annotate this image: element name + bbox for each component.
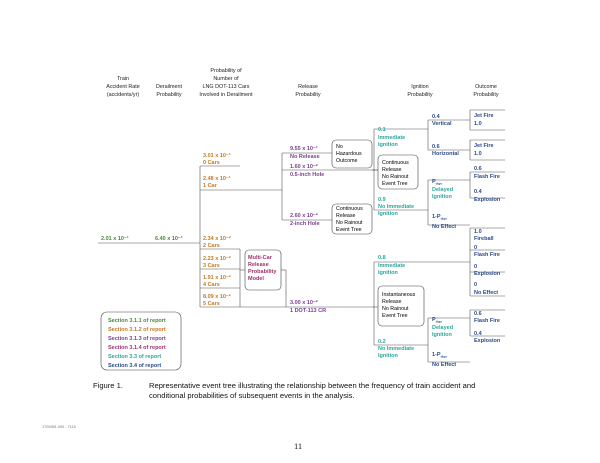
noeffect-lower2-label: No Effect: [432, 362, 457, 368]
flash-upper-label: Flash Fire: [474, 174, 500, 180]
header-cars-4: Involved in Derailment: [199, 92, 253, 98]
inst-line-1: Instantaneous: [382, 292, 416, 298]
release-label-0: No Release: [290, 154, 320, 160]
header-release-2: Probability: [295, 92, 321, 98]
release-label-3: 1 DOT-113 CR: [290, 308, 327, 314]
inst-line-2: Release: [382, 299, 402, 305]
flash-lower2-prob: 0.6: [474, 311, 482, 317]
header-accident-3: (accidents/yr): [106, 92, 140, 98]
explosion-lower2-label: Explosion: [474, 338, 501, 344]
car-label-5: 5 Cars: [203, 301, 220, 307]
accident-rate-value: 2.01 x 10⁻¹: [101, 236, 129, 242]
cont-upper-line-1: Continuous: [382, 160, 409, 166]
release-prob-3: 3.00 x 10⁻²: [290, 300, 318, 306]
ign-upper-imm-prob: 0.1: [378, 127, 386, 133]
no-hazard-line-3: Outcome: [336, 158, 358, 164]
explosion-lower-label: Explosion: [474, 271, 501, 277]
legend-item-3: Section 3.1.4 of report: [108, 345, 166, 351]
jetfire-1-label: Jet Fire: [474, 113, 494, 119]
ign-lower-noimm-prob: 0.2: [378, 339, 386, 345]
delay-lower-label-1: Delayed: [432, 325, 454, 331]
flash-lower-prob: 0: [474, 245, 478, 251]
inst-line-3: No Rainout: [382, 306, 409, 312]
cont-lower-line-3: No Rainout: [336, 220, 363, 226]
noeffect-lower2-p: $1-P_{dign}$: [432, 352, 447, 359]
legend-item-5: Section 3.4 of report: [108, 363, 162, 369]
cont-lower-line-4: Event Tree: [336, 227, 362, 233]
fireball-prob: 1.0: [474, 229, 482, 235]
inst-line-4: Event Tree: [382, 313, 408, 319]
ign-lower-imm-label-1: Immediate: [378, 263, 406, 269]
header-ignition-1: Ignition: [411, 84, 429, 90]
ign-lower-noimm-label-2: Ignition: [378, 353, 398, 359]
delay-lower-p: $P_{dign}$: [432, 317, 443, 324]
header-outcome-2: Probability: [473, 92, 499, 98]
explosion-upper-label: Explosion: [474, 197, 501, 203]
car-prob-5: 8.09 x 10⁻²: [203, 294, 231, 300]
car-label-3: 3 Cars: [203, 263, 220, 269]
multi-car-line-1: Multi-Car: [248, 255, 272, 261]
header-outcome-1: Outcome: [475, 84, 497, 90]
delay-upper-label-2: Ignition: [432, 194, 452, 200]
car-prob-0: 3.01 x 10⁻¹: [203, 153, 231, 159]
car-prob-2: 2.34 x 10⁻²: [203, 236, 231, 242]
header-accident-1: Train: [116, 76, 130, 82]
ign-upper-noimm-label-2: Ignition: [378, 211, 398, 217]
delay-upper-p: $P_{dign}$: [432, 179, 443, 186]
ign-upper-noimm-prob: 0.9: [378, 197, 386, 203]
no-hazard-line-1: No: [336, 144, 343, 150]
car-label-2: 2 Cars: [203, 243, 220, 249]
ign-upper-noimm-label-1: No Immediate: [378, 204, 415, 210]
header-accident-2: Accident Rate: [106, 84, 140, 90]
multi-car-line-3: Probability: [248, 269, 277, 275]
no-hazard-line-2: Hazardous: [336, 151, 362, 157]
fireball-label: Fireball: [474, 236, 494, 242]
vertical-prob: 0.4: [432, 114, 440, 120]
ign-upper-imm-label-1: Immediate: [378, 135, 406, 141]
flash-upper-prob: 0.6: [474, 166, 482, 172]
ign-lower-imm-prob: 0.8: [378, 255, 386, 261]
legend-item-4: Section 3.3 of report: [108, 354, 162, 360]
document-id: 1705981.000 - 7115: [42, 425, 76, 429]
noeffect-lower-prob: 0: [474, 282, 478, 288]
legend-item-2: Section 3.1.3 of report: [108, 336, 166, 342]
cont-lower-line-1: Continuous: [336, 206, 363, 212]
release-prob-1: 1.60 x 10⁻²: [290, 164, 318, 170]
car-prob-3: 2.23 x 10⁻²: [203, 256, 231, 262]
jetfire-2-label: Jet Fire: [474, 143, 494, 149]
noeffect-upper-p: $1-P_{dign}$: [432, 214, 447, 221]
header-ignition-2: Probability: [407, 92, 433, 98]
car-label-4: 4 Cars: [203, 282, 220, 288]
derailment-prob-value: 6.40 x 10⁻¹: [155, 236, 183, 242]
car-prob-1: 2.48 x 10⁻¹: [203, 176, 231, 182]
header-cars-3: LNG DOT-113 Cars: [202, 84, 250, 90]
ign-upper-imm-label-2: Ignition: [378, 142, 398, 148]
header-derail-2: Probability: [156, 92, 182, 98]
page-number: 11: [294, 441, 303, 451]
delay-lower-label-2: Ignition: [432, 332, 452, 338]
release-label-2: 2-inch Hole: [290, 221, 320, 227]
header-cars-1: Probability of: [210, 68, 242, 74]
car-label-0: 0 Cars: [203, 160, 220, 166]
horizontal-prob: 0.6: [432, 144, 440, 150]
explosion-upper-prob: 0.4: [474, 189, 482, 195]
header-derail-1: Derailment: [155, 84, 183, 90]
header-release-1: Release: [298, 84, 318, 90]
car-prob-4: 1.91 x 10⁻²: [203, 275, 231, 281]
car-label-1: 1 Car: [203, 183, 217, 189]
explosion-lower-prob: 0: [474, 264, 478, 270]
header-cars-2: Number of: [213, 76, 239, 82]
flash-lower-label: Flash Fire: [474, 252, 500, 258]
release-prob-2: 2.60 x 10⁻²: [290, 213, 318, 219]
cont-upper-line-4: Event Tree: [382, 181, 408, 187]
noeffect-upper-label: No Effect: [432, 224, 457, 230]
cont-upper-line-3: No Rainout: [382, 174, 409, 180]
ign-lower-imm-label-2: Ignition: [378, 270, 398, 276]
release-prob-0: 9.55 x 10⁻¹: [290, 146, 318, 152]
delay-upper-label-1: Delayed: [432, 187, 454, 193]
multi-car-line-2: Release: [248, 262, 269, 268]
release-label-1: 0.5-inch Hole: [290, 172, 325, 178]
flash-lower2-label: Flash Fire: [474, 318, 500, 324]
noeffect-lower-label: No Effect: [474, 290, 499, 296]
figure-caption-text: Representative event tree illustrating the relationship between the frequency of train accident and conditional probabilities of subsequent events in the analysis.: [149, 381, 476, 400]
jetfire-2-prob: 1.0: [474, 151, 482, 157]
explosion-lower2-prob: 0.4: [474, 331, 482, 337]
ign-lower-noimm-label-1: No Immediate: [378, 346, 415, 352]
legend-item-1: Section 3.1.2 of report: [108, 327, 166, 333]
jetfire-1-prob: 1.0: [474, 121, 482, 127]
cont-lower-line-2: Release: [336, 213, 356, 219]
cont-upper-line-2: Release: [382, 167, 402, 173]
multi-car-line-4: Model: [248, 276, 264, 282]
figure-number: Figure 1.: [93, 381, 123, 390]
legend-item-0: Section 3.1.1 of report: [108, 318, 166, 324]
vertical-label: Vertical: [432, 121, 452, 127]
horizontal-label: Horizontal: [432, 151, 459, 157]
